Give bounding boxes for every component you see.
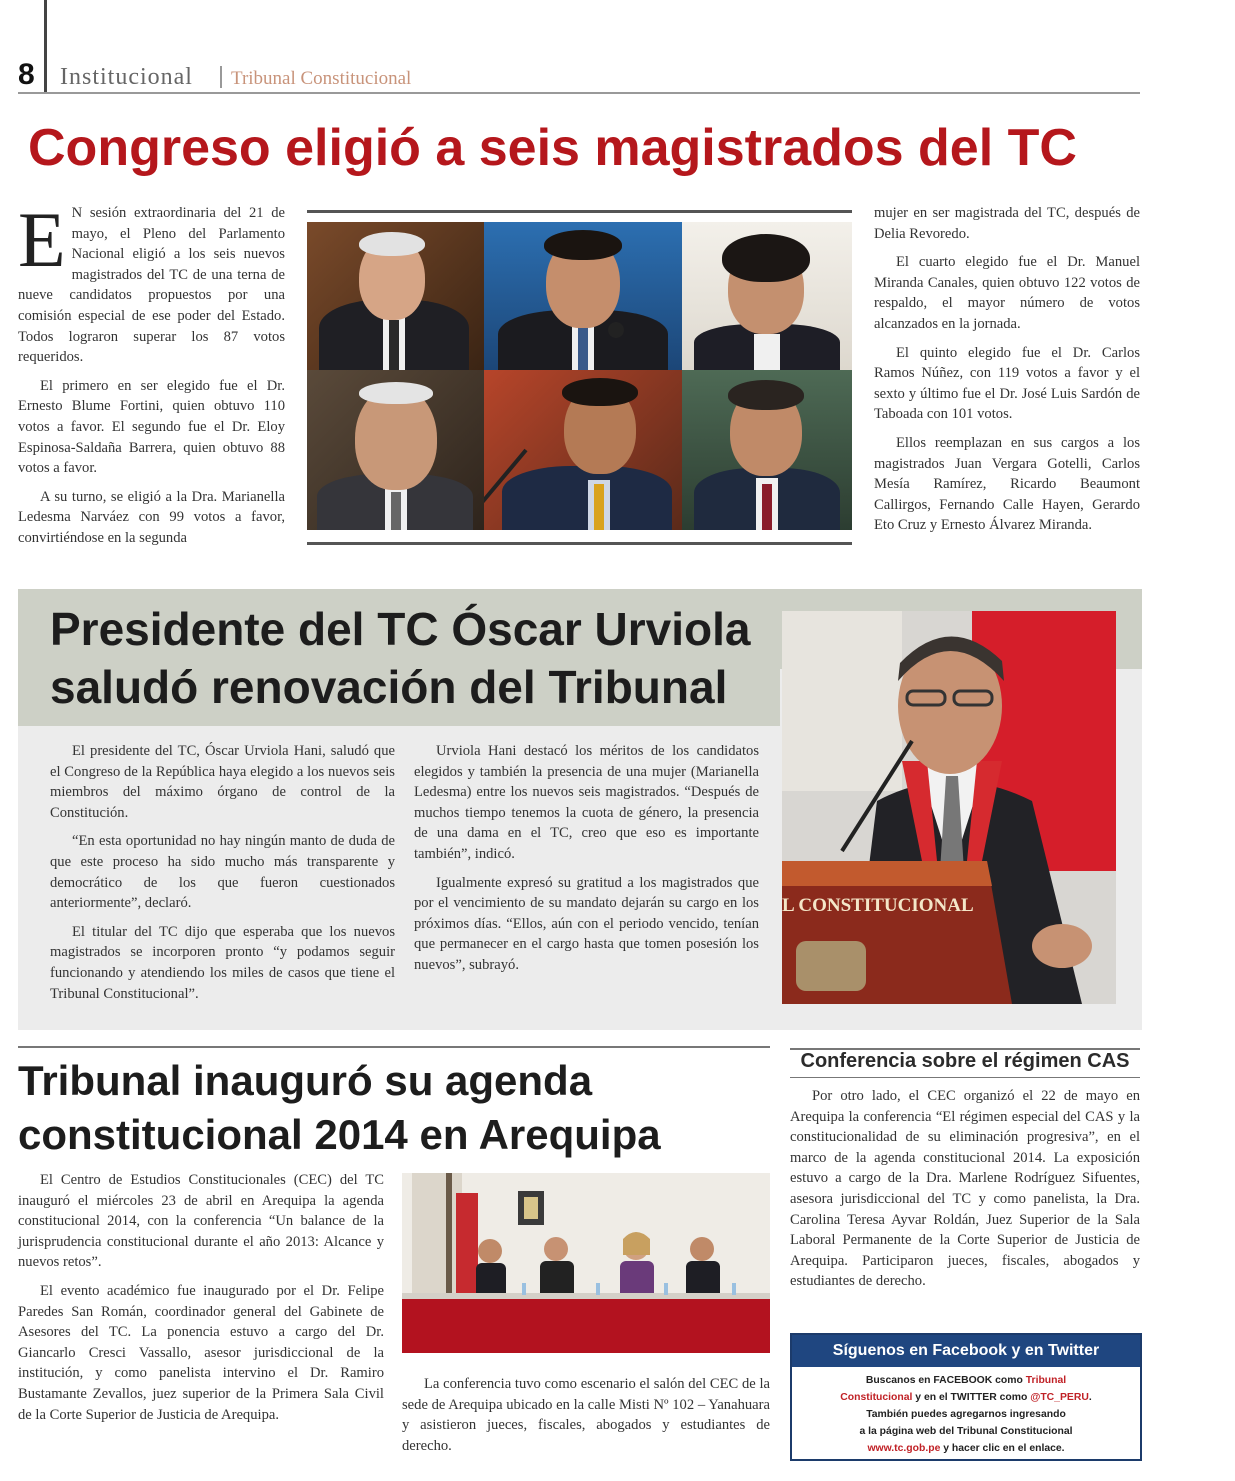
cas-body [790, 1086, 1140, 1300]
article2-column1 [50, 741, 395, 1012]
podium-lettering: L CONSTITUCIONAL [782, 895, 974, 916]
arequipa-event-photo [402, 1173, 770, 1353]
photo-grid-bottom-rule [307, 542, 852, 545]
magistrates-photo-grid [307, 222, 852, 530]
article3-column1 [18, 1170, 384, 1433]
article3-column2 [402, 1374, 770, 1464]
page-number: 8 [18, 58, 35, 91]
urviola-photo [782, 611, 1116, 1004]
magistrate-photo-2 [484, 222, 682, 370]
section-name: Institucional [60, 64, 193, 90]
article1-col1-p1-text: N sesión extraordinaria del 21 de mayo, el Pleno del Parlamento Nacional eligió a los seis nuevos magistrados del TC de una terna de nueve candidatos propuestos por una comisión especial de ese poder del Estado. Todos lograron superar los 87 votos requeridos. [18, 205, 285, 366]
cas-title-rule [790, 1077, 1140, 1078]
article1-col3-p3: El quinto elegido fue el Dr. Carlos Ramos Núñez, con 119 votos a favor y el sexto y último fue el Dr. José Luis Sardón de Taboada con 101 votos. [874, 344, 1140, 423]
cas-p1: Por otro lado, el CEC organizó el 22 de mayo en Arequipa la conferencia “El régimen especial del CAS y la constitucionalidad de su eliminación progresiva”, en el marco de la agenda constitucional 2014. La exposición estuvo a cargo de la Dra. Marlene Rodríguez Sifuentes, asesora jurisdiccional del TC y como panelista, la Dra. Carolina Teresa Ayvar Roldán, Juez Superior de la Sala Laboral Permanente de la Corte Superior de Justicia de Arequipa. Participaron jueces, fiscales, abogados y estudiantes de derecho. [790, 1088, 1140, 1290]
article1-headline: Congreso eligió a seis magistrados del TC [28, 119, 1077, 177]
article2-headline-line1: Presidente del TC Óscar Urviola [50, 603, 751, 655]
facebook-name-part1: Tribunal [1025, 1375, 1067, 1386]
article3-top-rule [18, 1046, 770, 1048]
section-separator [220, 66, 222, 88]
article3-col1-p2: El evento académico fue inaugurado por el Dr. Felipe Paredes San Román, coordinador general del Gabinete de Asesores del TC. La ponencia estuvo a cargo del Dr. Giancarlo Cresci Vassallo, asesor jurisdiccional de la institución, y como panelista intervino el Dr. Ramiro Bustamante Zevallos, juez superior de la Primera Sala Civil de la Corte Superior de Justicia de Arequipa. [18, 1282, 384, 1423]
article2-col2-p2: Igualmente expresó su gratitud a los magistrados que por el vencimiento de su mandato dejarán su cargo en los próximos días. “Ellos, aún con el periodo vencido, tenían que permanecer en el cargo hasta que tomen posesión los nuevos”, subrayó. [414, 874, 759, 973]
twitter-handle-link[interactable]: @TC_PERU [1030, 1392, 1089, 1403]
social-box-title: Síguenos en Facebook y en Twitter [792, 1335, 1140, 1367]
arequipa-event-illustration [402, 1173, 770, 1353]
magistrate-photo-4 [307, 370, 484, 530]
article2-col2-p1: Urviola Hani destacó los méritos de los candidatos elegidos y también la presencia de una mujer (Marianella Ledesma) entre los nuevos seis magistrados. “Después de muchos tiempo tenemos la cuota de género, la presencia de una dama en el TC, creo que eso es importante también”, indicó. [414, 743, 759, 862]
section-subtitle: Tribunal Constitucional [231, 68, 412, 89]
header-vertical-rule [44, 0, 47, 94]
website-link[interactable]: www.tc.gob.pe [867, 1443, 941, 1454]
article3-headline-line2: constitucional 2014 en Arequipa [18, 1111, 661, 1158]
article1-col3-p2: El cuarto elegido fue el Dr. Manuel Miranda Canales, quien obtuvo 122 votos de respaldo, el mayor número de votos alcanzados en la jornada. [874, 254, 1140, 332]
photo-grid-top-rule [307, 210, 852, 213]
article1-col3-p1: mujer en ser magistrada del TC, después de Delia Revoredo. [874, 205, 1140, 242]
article3-col2-p1: La conferencia tuvo como escenario el salón del CEC de la sede de Arequipa ubicado en la calle Misti Nº 102 – Yanahuara y asistieron jueces, fiscales, abogados y estudiantes de derecho. [402, 1376, 770, 1454]
magistrate-photo-5 [484, 370, 682, 530]
article1-col1-p3: A su turno, se eligió a la Dra. Marianella Ledesma Narváez con 99 votos a favor, convirtiéndose en la segunda [18, 488, 285, 546]
article2-col1-p2: “En esta oportunidad no hay ningún manto de duda de que este proceso ha sido mucho más transparente y democrático de los que fueron cuestionados anteriormente”, declaró. [50, 833, 395, 912]
article3-headline-line1: Tribunal inauguró su agenda [18, 1057, 593, 1104]
article2-col1-p3: El titular del TC dijo que esperaba que los nuevos magistrados se incorporen pronto “y podamos seguir funcionando y atendiendo los miles de casos que tiene el Tribunal Constitucional”. [50, 923, 395, 1002]
article3-headline [18, 1054, 778, 1162]
magistrate-photo-1 [307, 222, 484, 370]
article2-col1-p1: El presidente del TC, Óscar Urviola Hani, saludó que el Congreso de la República haya elegido a los nuevos seis miembros del máximo órgano de control de la Constitución. [50, 743, 395, 821]
article1-column1 [18, 196, 285, 557]
article3-col1-p1: El Centro de Estudios Constitucionales (CEC) del TC inauguró el miércoles 23 de abril en Arequipa la agenda constitucional 2014, con la conferencia “Un balance de la jurisprudencia constitucional durante el año 2013: Alcance y nuevos retos”. [18, 1172, 384, 1271]
article2-headline [50, 600, 770, 716]
magistrate-photo-6 [682, 370, 852, 530]
cas-headline: Conferencia sobre el régimen CAS [800, 1050, 1130, 1072]
article1-dropcap: E [18, 196, 66, 283]
urviola-photo-illustration [782, 611, 1116, 1004]
article1-column3 [874, 203, 1140, 544]
social-box-text: Buscanos en FACEBOOK como Tribunal Constitucional y en el TWITTER como @TC_PERU. También puedes agregarnos ingresando a la página web del Tribunal Constitucional www.tc.gob.pe y hacer clic en el enlace. [840, 1375, 1092, 1454]
article1-col3-p4: Ellos reemplazan en sus cargos a los magistrados Juan Vergara Gotelli, Carlos Mesía Ramírez, Ricardo Beaumont Callirgos, Fernando Calle Hayen, Gerardo Eto Cruz y Ernesto Álvarez Miranda. [874, 434, 1140, 534]
article2-headline-line2: saludó renovación del Tribunal [50, 661, 728, 713]
magistrate-photo-3 [682, 222, 852, 370]
facebook-name-part2: Constitucional [840, 1392, 913, 1403]
article2-column2 [414, 741, 759, 984]
article1-col1-p2: El primero en ser elegido fue el Dr. Ernesto Blume Fortini, quien obtuvo 110 votos a favor. El segundo fue el Dr. Eloy Espinosa-Saldaña Barrera, quien obtuvo 88 votos a favor. [18, 377, 285, 477]
article1-col1-p1 [18, 196, 285, 368]
header-rule [18, 92, 1140, 94]
